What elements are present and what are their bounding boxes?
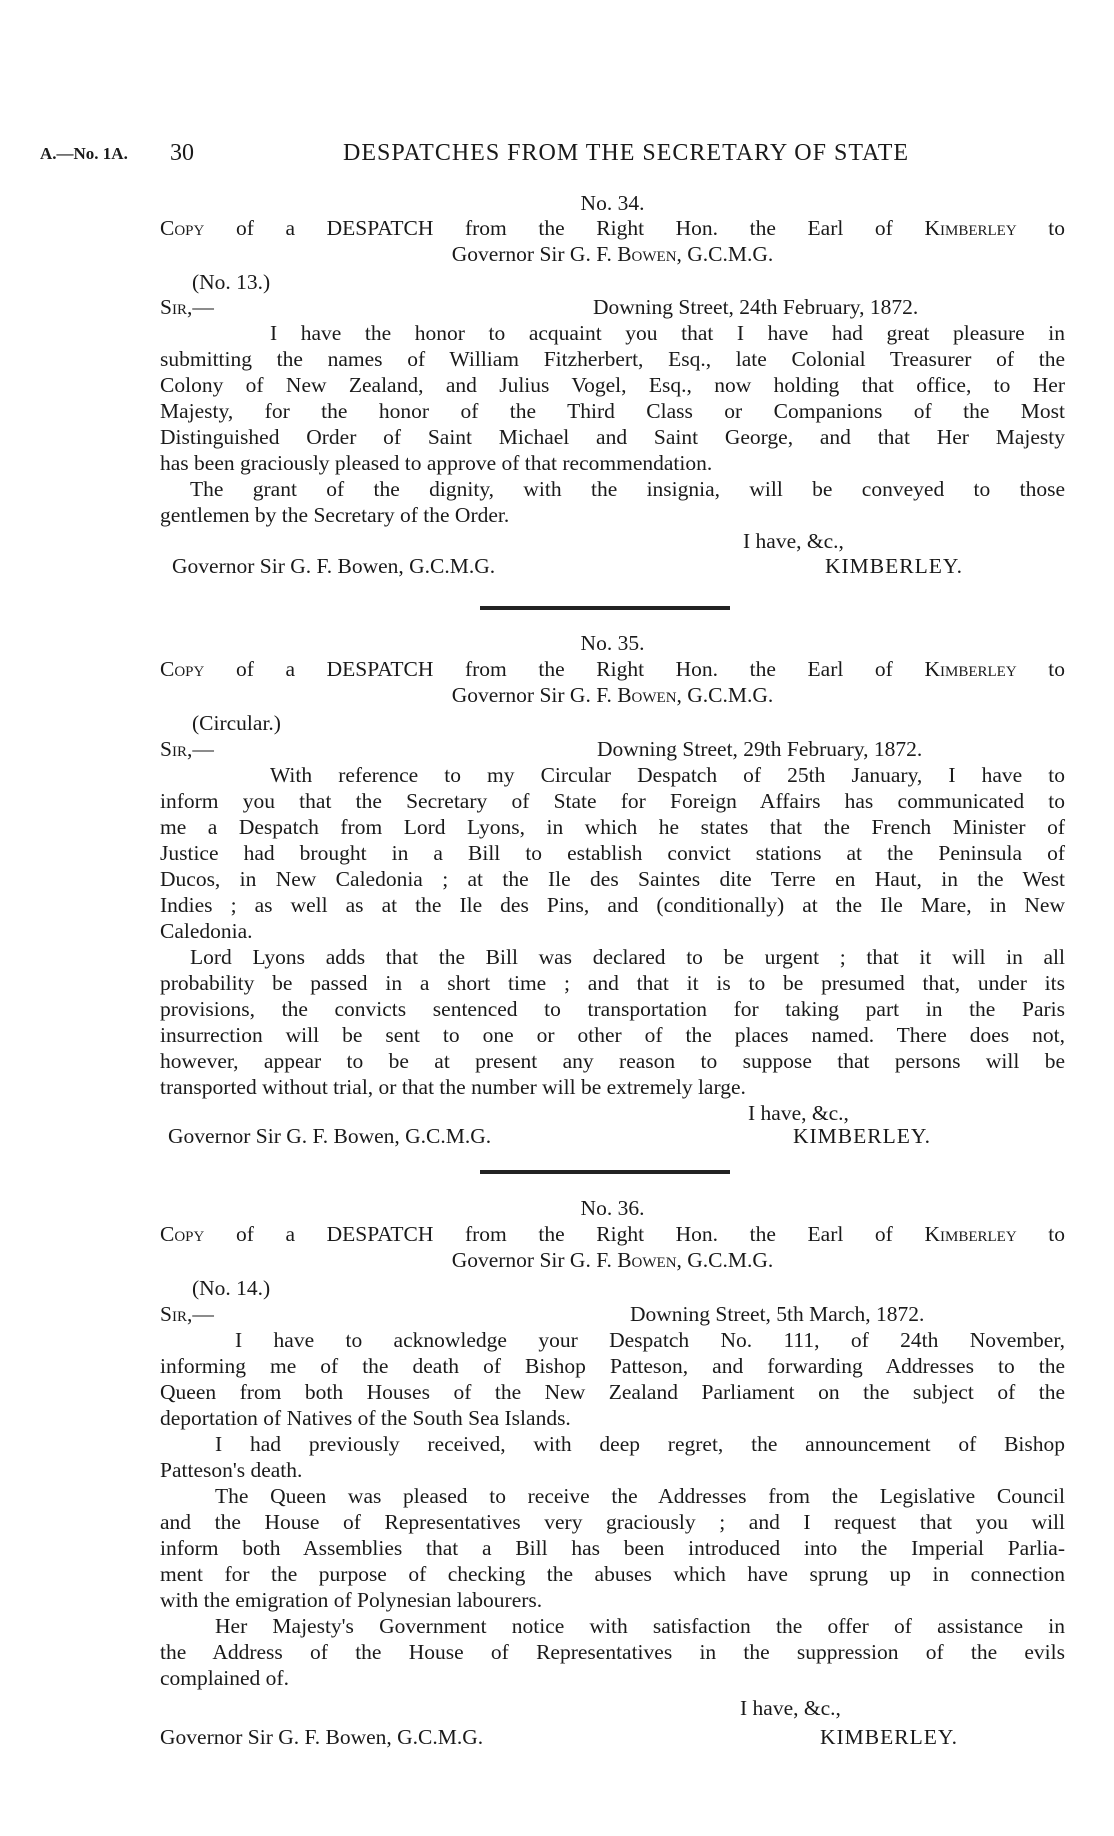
salutation-dash: ,— <box>186 295 214 319</box>
body-line: with the emigration of Polynesian labourers. <box>160 1588 543 1612</box>
addressee: Governor Sir G. F. Bowen, G.C.M.G. <box>172 554 496 578</box>
title-text: of a DESPATCH from the Right Hon. the Earl of <box>235 216 893 240</box>
despatch-number: No. 35. <box>580 631 645 655</box>
despatch-ref: (No. 14.) <box>192 1276 271 1300</box>
despatch-34 <box>160 190 1065 580</box>
governor-name: Bowen <box>617 242 677 266</box>
body-line: informing me of the death of Bishop Patteson, and forwarding Addresses to the <box>160 1354 1065 1378</box>
body-line: I have the honor to acquaint you that I have had great pleasure in <box>270 321 1065 345</box>
salutation <box>160 1301 214 1327</box>
title-governor-prefix: Governor Sir G. F. <box>451 683 612 707</box>
body-line: Indies ; as well as at the Ile des Pins, and (conditionally) at the Ile Mare, in New <box>160 893 1065 917</box>
closing: I have, &c., <box>743 529 844 553</box>
body-line: transported without trial, or that the number will be extremely large. <box>160 1075 746 1099</box>
body-line: Colony of New Zealand, and Julius Vogel, Esq., now holding that office, to Her <box>160 373 1065 397</box>
body-line: Her Majesty's Government notice with satisfaction the offer of assistance in <box>215 1614 1065 1638</box>
page-header <box>40 140 1070 174</box>
body-line: complained of. <box>160 1666 289 1690</box>
body-line: Patteson's death. <box>160 1458 303 1482</box>
body-line: deportation of Natives of the South Sea Islands. <box>160 1406 571 1430</box>
despatch-ref: (No. 13.) <box>192 270 271 294</box>
body-line: inform both Assemblies that a Bill has been introduced into the Imperial Parlia- <box>160 1536 1065 1560</box>
title-governor-prefix: Governor Sir G. F. <box>451 1248 612 1272</box>
body-line: Lord Lyons adds that the Bill was declared to be urgent ; that it will in all <box>190 945 1065 969</box>
title-to: to <box>1048 1222 1066 1246</box>
body-line: insurrection will be sent to one or other of the places named. There does not, <box>160 1023 1065 1047</box>
section-divider <box>480 606 730 610</box>
despatch-number: No. 34. <box>580 191 645 215</box>
title-governor-suffix: , G.C.M.G. <box>676 242 774 266</box>
title-governor-suffix: , G.C.M.G. <box>676 1248 774 1272</box>
salutation <box>160 294 214 320</box>
earl-name: Kimberley <box>924 216 1017 240</box>
addressee: Governor Sir G. F. Bowen, G.C.M.G. <box>160 1725 484 1749</box>
despatch-title-line1 <box>160 1221 1065 1247</box>
body-line: Majesty, for the honor of the Third Class or Companions of the Most <box>160 399 1065 423</box>
earl-name: Kimberley <box>924 657 1017 681</box>
title-governor-suffix: , G.C.M.G. <box>676 683 774 707</box>
body-line: Ducos, in New Caledonia ; at the Ile des Saintes dite Terre en Haut, in the West <box>160 867 1065 891</box>
salutation <box>160 736 214 762</box>
body-line: With reference to my Circular Despatch of 25th January, I have to <box>270 763 1065 787</box>
despatch-number: No. 36. <box>580 1196 645 1220</box>
body-line: I had previously received, with deep regret, the announcement of Bishop <box>215 1432 1065 1456</box>
salutation-sir: Sir <box>160 737 187 761</box>
paper-reference: A.—No. 1A. <box>40 144 128 163</box>
body-line: Justice had brought in a Bill to establish convict stations at the Peninsula of <box>160 841 1065 865</box>
salutation-sir: Sir <box>160 1302 187 1326</box>
despatch-title-line1 <box>160 656 1065 682</box>
closing: I have, &c., <box>740 1696 841 1720</box>
body-line: ment for the purpose of checking the abuses which have sprung up in connection <box>160 1562 1065 1586</box>
page-number: 30 <box>170 140 194 166</box>
body-line: gentlemen by the Secretary of the Order. <box>160 503 510 527</box>
body-line: the Address of the House of Representatives in the suppression of the evils <box>160 1640 1065 1664</box>
body-line: probability be passed in a short time ; and that it is to be presumed that, under its <box>160 971 1065 995</box>
closing: I have, &c., <box>748 1101 849 1125</box>
body-line: Distinguished Order of Saint Michael and Saint George, and that Her Majesty <box>160 425 1065 449</box>
body-line: submitting the names of William Fitzherbert, Esq., late Colonial Treasurer of the <box>160 347 1065 371</box>
signature: KIMBERLEY. <box>820 1725 959 1749</box>
body-line: Queen from both Houses of the New Zealand Parliament on the subject of the <box>160 1380 1065 1404</box>
title-text: of a DESPATCH from the Right Hon. the Earl of <box>235 657 893 681</box>
copy-word: Copy <box>160 1222 205 1246</box>
title-to: to <box>1048 657 1066 681</box>
despatch-36 <box>160 1195 1066 1749</box>
body-line: however, appear to be at present any reason to suppose that persons will be <box>160 1049 1065 1073</box>
title-governor-prefix: Governor Sir G. F. <box>451 242 612 266</box>
despatch-title-line2 <box>160 1247 1065 1273</box>
salutation-sir: Sir <box>160 295 187 319</box>
despatch-title-line2 <box>160 682 1065 708</box>
addressee: Governor Sir G. F. Bowen, G.C.M.G. <box>168 1124 492 1148</box>
title-text: of a DESPATCH from the Right Hon. the Earl of <box>235 1222 893 1246</box>
despatch-date: Downing Street, 29th February, 1872. <box>597 737 923 761</box>
title-to: to <box>1048 216 1066 240</box>
body-line: has been graciously pleased to approve of that recommendation. <box>160 451 713 475</box>
body-line: me a Despatch from Lord Lyons, in which he states that the French Minister of <box>160 815 1065 839</box>
running-title: DESPATCHES FROM THE SECRETARY OF STATE <box>343 140 910 166</box>
governor-name: Bowen <box>617 1248 677 1272</box>
despatch-date: Downing Street, 24th February, 1872. <box>593 295 919 319</box>
section-divider <box>480 1170 730 1174</box>
copy-word: Copy <box>160 657 205 681</box>
despatch-title-line1 <box>160 215 1065 241</box>
despatch-35 <box>160 630 1066 1148</box>
despatch-title-line2 <box>160 241 1065 267</box>
body-line: The grant of the dignity, with the insignia, will be conveyed to those <box>190 477 1065 501</box>
body-line: I have to acknowledge your Despatch No. 111, of 24th November, <box>235 1328 1065 1352</box>
copy-word: Copy <box>160 216 205 240</box>
despatch-date: Downing Street, 5th March, 1872. <box>630 1302 925 1326</box>
body-line: Caledonia. <box>160 919 253 943</box>
despatch-ref: (Circular.) <box>192 711 281 735</box>
earl-name: Kimberley <box>924 1222 1017 1246</box>
body-line: provisions, the convicts sentenced to transportation for taking part in the Paris <box>160 997 1065 1021</box>
salutation-dash: ,— <box>186 1302 214 1326</box>
body-line: and the House of Representatives very graciously ; and I request that you will <box>160 1510 1065 1534</box>
signature: KIMBERLEY. <box>825 554 964 578</box>
body-line: The Queen was pleased to receive the Addresses from the Legislative Council <box>215 1484 1065 1508</box>
salutation-dash: ,— <box>186 737 214 761</box>
governor-name: Bowen <box>617 683 677 707</box>
signature: KIMBERLEY. <box>793 1124 932 1148</box>
body-line: inform you that the Secretary of State for Foreign Affairs has communicated to <box>160 789 1065 813</box>
